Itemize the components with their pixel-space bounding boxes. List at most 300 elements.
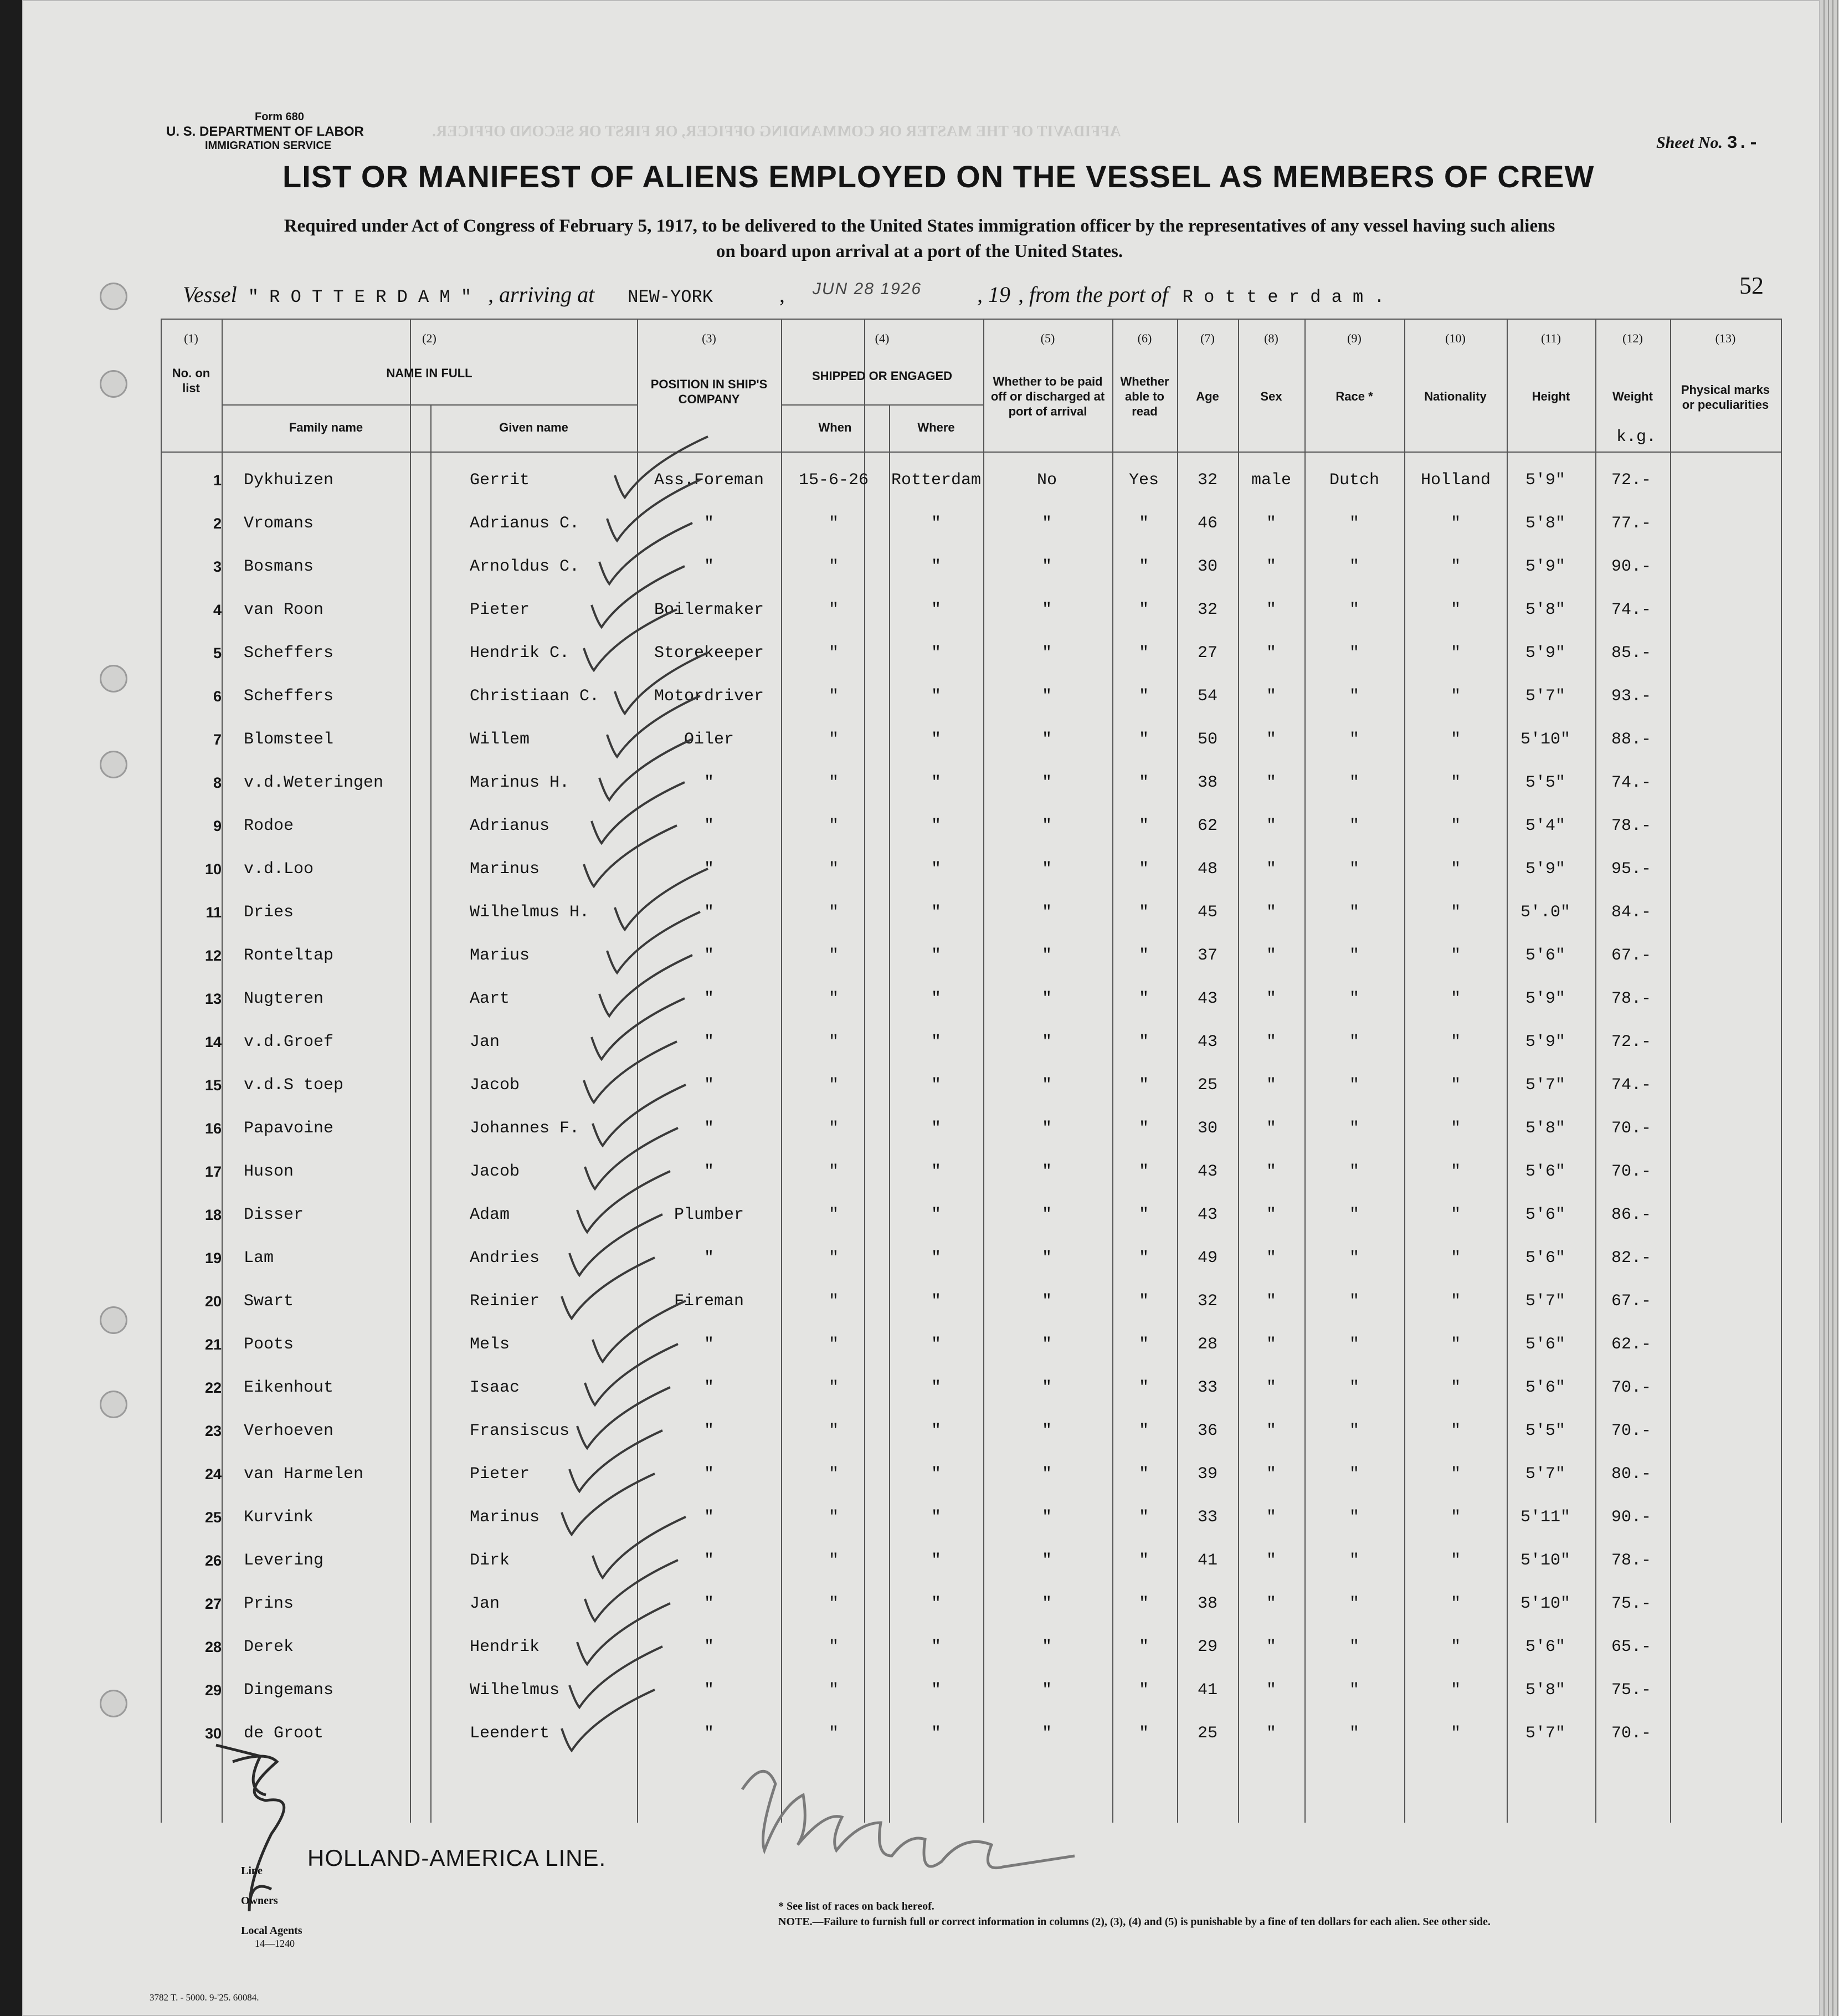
cell-age: 62: [1197, 817, 1218, 835]
cell-position: Plumber: [674, 1206, 744, 1224]
from-label: , from the port of: [1018, 282, 1168, 307]
cell-weight: 72.-: [1611, 1033, 1651, 1051]
cell-position: ": [703, 557, 714, 576]
cell-age: 30: [1197, 557, 1218, 576]
cell-position: ": [703, 1119, 714, 1138]
column-header-sex: Sex: [1260, 389, 1282, 403]
cell-sex: ": [1266, 1551, 1276, 1570]
cell-height: 5'9": [1525, 644, 1565, 663]
cell-weight: 65.-: [1611, 1638, 1651, 1656]
cell-when: ": [828, 1681, 839, 1700]
cell-read: ": [1138, 989, 1149, 1008]
row-number: 29: [204, 1682, 222, 1699]
cell-given: Aart: [470, 989, 510, 1008]
cell-height: 5'8": [1525, 1681, 1565, 1700]
column-header-read-number: (6): [1137, 331, 1152, 345]
cell-paid: ": [1041, 1681, 1052, 1700]
column-header-nationality: Nationality: [1424, 389, 1487, 403]
cell-read: ": [1138, 1594, 1149, 1613]
cell-paid: ": [1041, 817, 1052, 835]
cell-race: ": [1349, 687, 1359, 706]
department: U. S. DEPARTMENT OF LABOR: [166, 124, 364, 139]
cell-sex: ": [1266, 773, 1276, 792]
row-number: 9: [213, 818, 222, 834]
cell-family: Dingemans: [244, 1681, 334, 1700]
cell-given: Fransiscus: [470, 1422, 570, 1440]
column-header-paid-number: (5): [1040, 331, 1055, 345]
cell-where: Rotterdam: [891, 471, 982, 490]
cell-age: 32: [1197, 1292, 1218, 1311]
cell-family: Poots: [244, 1335, 294, 1354]
cell-given: Wilhelmus: [470, 1681, 560, 1700]
column-header-age: Age: [1196, 389, 1219, 403]
cell-when: ": [828, 557, 839, 576]
cell-where: ": [931, 1724, 941, 1743]
cell-given: Leendert: [470, 1724, 550, 1743]
column-subheader-family: Family name: [289, 420, 363, 434]
agents-code: 14—1240: [255, 1938, 295, 1949]
cell-where: ": [931, 1594, 941, 1613]
cell-read: ": [1138, 1508, 1149, 1527]
cell-given: Dirk: [470, 1551, 510, 1570]
cell-height: 5'7": [1525, 1292, 1565, 1311]
cell-where: ": [931, 1292, 941, 1311]
cell-family: v.d.Weteringen: [244, 773, 384, 792]
cell-nat: Holland: [1420, 471, 1491, 490]
cell-age: 45: [1197, 903, 1218, 922]
cell-family: Verhoeven: [244, 1422, 334, 1440]
cell-nat: ": [1450, 601, 1461, 619]
cell-weight: 74.-: [1611, 601, 1651, 619]
cell-family: van Harmelen: [244, 1465, 364, 1484]
cell-race: ": [1349, 946, 1359, 965]
cell-family: v.d.Loo: [244, 860, 314, 879]
cell-race: ": [1349, 1378, 1359, 1397]
cell-read: ": [1138, 1119, 1149, 1138]
cell-family: Bosmans: [244, 557, 314, 576]
cell-nat: ": [1450, 1076, 1461, 1095]
cell-nat: ": [1450, 817, 1461, 835]
cell-nat: ": [1450, 946, 1461, 965]
cell-position: ": [703, 1465, 714, 1484]
cell-sex: ": [1266, 1119, 1276, 1138]
cell-nat: ": [1450, 644, 1461, 663]
cell-paid: ": [1041, 514, 1052, 533]
cell-weight: 67.-: [1611, 946, 1651, 965]
cell-weight: 88.-: [1611, 730, 1651, 749]
cell-paid: ": [1041, 1378, 1052, 1397]
cell-nat: ": [1450, 1206, 1461, 1224]
column-header-name-number: (2): [422, 331, 436, 345]
column-header-sex-number: (8): [1264, 331, 1278, 345]
cell-paid: ": [1041, 1724, 1052, 1743]
cell-paid: ": [1041, 1033, 1052, 1051]
cell-paid: ": [1041, 1465, 1052, 1484]
arriving-label: , arriving at: [488, 282, 595, 307]
cell-read: ": [1138, 1162, 1149, 1181]
cell-read: ": [1138, 817, 1149, 835]
cell-age: 33: [1197, 1378, 1218, 1397]
cell-given: Adrianus C.: [470, 514, 580, 533]
cell-read: ": [1138, 1206, 1149, 1224]
cell-read: ": [1138, 1681, 1149, 1700]
cell-family: Scheffers: [244, 644, 334, 663]
cell-weight: 70.-: [1611, 1724, 1651, 1743]
column-header-race-number: (9): [1347, 331, 1362, 345]
cell-weight: 90.-: [1611, 1508, 1651, 1527]
cell-race: ": [1349, 773, 1359, 792]
cell-race: ": [1349, 1335, 1359, 1354]
penalty-note: NOTE.—Failure to furnish full or correct information in columns (2), (3), (4) and (5) is punishable by a fine of ten dollars for each alien. See other side.: [778, 1916, 1491, 1928]
cell-sex: ": [1266, 644, 1276, 663]
cell-paid: ": [1041, 946, 1052, 965]
cell-paid: ": [1041, 601, 1052, 619]
vessel-label: Vessel: [183, 282, 237, 307]
cell-nat: ": [1450, 1638, 1461, 1656]
cell-given: Hendrik C.: [470, 644, 570, 663]
cell-given: Marinus H.: [470, 773, 570, 792]
cell-read: ": [1138, 1292, 1149, 1311]
cell-race: ": [1349, 1249, 1359, 1268]
column-header-position-number: (3): [702, 331, 716, 345]
cell-family: van Roon: [244, 601, 324, 619]
cell-paid: ": [1041, 773, 1052, 792]
row-number: 1: [213, 472, 222, 489]
cell-weight: 75.-: [1611, 1681, 1651, 1700]
cell-height: 5'7": [1525, 1465, 1565, 1484]
cell-where: ": [931, 687, 941, 706]
cell-weight: 70.-: [1611, 1422, 1651, 1440]
cell-where: ": [931, 1335, 941, 1354]
cell-family: v.d.Groef: [244, 1033, 334, 1051]
cell-height: 5'6": [1525, 1335, 1565, 1354]
row-number: 12: [204, 947, 222, 964]
cell-nat: ": [1450, 687, 1461, 706]
cell-family: Blomsteel: [244, 730, 334, 749]
cell-paid: ": [1041, 1594, 1052, 1613]
cell-race: ": [1349, 1076, 1359, 1095]
cell-where: ": [931, 817, 941, 835]
cell-position: Ass.Foreman: [654, 471, 764, 490]
column-header-weight-number: (12): [1622, 331, 1643, 345]
cell-race: ": [1349, 601, 1359, 619]
cell-position: ": [703, 1076, 714, 1095]
cell-when: ": [828, 687, 839, 706]
cell-family: Vromans: [244, 514, 314, 533]
cell-weight: 78.-: [1611, 817, 1651, 835]
cell-age: 32: [1197, 601, 1218, 619]
cell-height: 5'6": [1525, 1249, 1565, 1268]
sheet-number: 3.-: [1727, 133, 1759, 153]
cell-when: ": [828, 1206, 839, 1224]
column-header-no-number: (1): [184, 331, 198, 345]
cell-race: ": [1349, 1724, 1359, 1743]
cell-height: 5'10": [1520, 1551, 1570, 1570]
cell-family: Eikenhout: [244, 1378, 334, 1397]
cell-age: 43: [1197, 1033, 1218, 1051]
cell-paid: ": [1041, 557, 1052, 576]
manifest-sheet: [22, 0, 1820, 2016]
signature-scrawl: [742, 1771, 1075, 1868]
row-number: 20: [204, 1293, 222, 1310]
cell-sex: ": [1266, 1508, 1276, 1527]
cell-sex: ": [1266, 1422, 1276, 1440]
cell-sex: ": [1266, 1594, 1276, 1613]
cell-given: Hendrik: [470, 1638, 540, 1656]
cell-given: Mels: [470, 1335, 510, 1354]
column-header-position: POSITION IN SHIP'S COMPANY: [650, 377, 768, 406]
owners-label: Owners: [241, 1895, 278, 1907]
cell-position: ": [703, 1422, 714, 1440]
cell-nat: ": [1450, 514, 1461, 533]
row-number: 22: [204, 1379, 222, 1396]
cell-where: ": [931, 514, 941, 533]
cell-paid: ": [1041, 1162, 1052, 1181]
cell-position: ": [703, 1249, 714, 1268]
cell-read: ": [1138, 1422, 1149, 1440]
cell-sex: ": [1266, 1638, 1276, 1656]
cell-read: ": [1138, 1076, 1149, 1095]
cell-paid: ": [1041, 687, 1052, 706]
cell-family: Ronteltap: [244, 946, 334, 965]
cell-given: Jan: [470, 1594, 500, 1613]
cell-read: ": [1138, 946, 1149, 965]
cell-weight: 86.-: [1611, 1206, 1651, 1224]
cell-height: 5'.0": [1520, 903, 1570, 922]
cell-when: ": [828, 946, 839, 965]
cell-where: ": [931, 1681, 941, 1700]
cell-family: Prins: [244, 1594, 294, 1613]
cell-age: 36: [1197, 1422, 1218, 1440]
cell-position: ": [703, 860, 714, 879]
from-port: R o t t e r d a m .: [1182, 287, 1385, 307]
cell-where: ": [931, 1076, 941, 1095]
cell-position: ": [703, 1508, 714, 1527]
cell-height: 5'10": [1520, 730, 1570, 749]
cell-given: Pieter: [470, 601, 530, 619]
column-header-marks-number: (13): [1715, 331, 1736, 345]
signature-drawing: [22, 0, 1820, 2016]
cell-race: ": [1349, 1551, 1359, 1570]
row-number: 14: [204, 1034, 222, 1050]
row-number: 13: [204, 991, 222, 1007]
cell-where: ": [931, 946, 941, 965]
cell-age: 25: [1197, 1724, 1218, 1743]
column-header-shipped: SHIPPED OR ENGAGED: [811, 369, 953, 383]
cell-paid: ": [1041, 1206, 1052, 1224]
cell-weight: 72.-: [1611, 471, 1651, 490]
cell-race: ": [1349, 1162, 1359, 1181]
cell-height: 5'5": [1525, 773, 1565, 792]
cell-family: Kurvink: [244, 1508, 314, 1527]
cell-read: ": [1138, 601, 1149, 619]
cell-read: ": [1138, 687, 1149, 706]
cell-height: 5'7": [1525, 687, 1565, 706]
cell-paid: ": [1041, 1119, 1052, 1138]
cell-family: Huson: [244, 1162, 294, 1181]
cell-age: 38: [1197, 1594, 1218, 1613]
cell-race: ": [1349, 1033, 1359, 1051]
cell-where: ": [931, 1249, 941, 1268]
cell-nat: ": [1450, 1292, 1461, 1311]
cell-given: Pieter: [470, 1465, 530, 1484]
column-header-paid: Whether to be paid off or discharged at port of arrival: [990, 375, 1105, 418]
date-stamp: JUN 28 1926: [812, 280, 922, 298]
cell-family: Levering: [244, 1551, 324, 1570]
cell-nat: ": [1450, 1335, 1461, 1354]
row-number: 19: [204, 1250, 222, 1266]
cell-weight: 78.-: [1611, 1551, 1651, 1570]
cell-age: 46: [1197, 514, 1218, 533]
cell-given: Marinus: [470, 1508, 540, 1527]
cell-given: Christiaan C.: [470, 687, 600, 706]
cell-nat: ": [1450, 989, 1461, 1008]
page-mark: 52: [1739, 272, 1764, 299]
column-header-age-number: (7): [1200, 331, 1215, 345]
cell-age: 28: [1197, 1335, 1218, 1354]
cell-paid: ": [1041, 860, 1052, 879]
cell-race: ": [1349, 1638, 1359, 1656]
row-number: 16: [204, 1120, 222, 1137]
cell-when: ": [828, 903, 839, 922]
cell-read: ": [1138, 1638, 1149, 1656]
cell-race: ": [1349, 817, 1359, 835]
row-number: 4: [213, 602, 222, 618]
cell-age: 50: [1197, 730, 1218, 749]
cell-height: 5'5": [1525, 1422, 1565, 1440]
cell-nat: ": [1450, 1508, 1461, 1527]
cell-paid: ": [1041, 1551, 1052, 1570]
cell-read: ": [1138, 1249, 1149, 1268]
cell-sex: male: [1251, 471, 1291, 490]
cell-height: 5'7": [1525, 1076, 1565, 1095]
cell-age: 43: [1197, 1162, 1218, 1181]
cell-family: Derek: [244, 1638, 294, 1656]
cell-race: ": [1349, 1292, 1359, 1311]
cell-where: ": [931, 1508, 941, 1527]
cell-sex: ": [1266, 1206, 1276, 1224]
cell-read: ": [1138, 1465, 1149, 1484]
cell-position: Boilermaker: [654, 601, 764, 619]
cell-when: 15-6-26: [798, 471, 869, 490]
cell-height: 5'6": [1525, 1378, 1565, 1397]
cell-height: 5'9": [1525, 860, 1565, 879]
cell-weight: 62.-: [1611, 1335, 1651, 1354]
row-number: 30: [204, 1725, 222, 1742]
cell-height: 5'8": [1525, 514, 1565, 533]
cell-when: ": [828, 1638, 839, 1656]
cell-where: ": [931, 1551, 941, 1570]
cell-nat: ": [1450, 1551, 1461, 1570]
cell-weight: 74.-: [1611, 1076, 1651, 1095]
cell-given: Adam: [470, 1206, 510, 1224]
cell-weight: 82.-: [1611, 1249, 1651, 1268]
cell-weight: 70.-: [1611, 1162, 1651, 1181]
cell-when: ": [828, 860, 839, 879]
column-subheader-where: Where: [917, 420, 955, 434]
cell-where: ": [931, 1206, 941, 1224]
row-number: 7: [213, 731, 222, 748]
cell-when: ": [828, 1292, 839, 1311]
cell-family: Lam: [244, 1249, 274, 1268]
cell-weight: 93.-: [1611, 687, 1651, 706]
cell-sex: ": [1266, 903, 1276, 922]
cell-position: ": [703, 1378, 714, 1397]
cell-family: Dykhuizen: [244, 471, 334, 490]
cell-given: Reinier: [470, 1292, 540, 1311]
row-number: 6: [213, 688, 222, 705]
cell-sex: ": [1266, 514, 1276, 533]
cell-paid: ": [1041, 1249, 1052, 1268]
cell-when: ": [828, 989, 839, 1008]
cell-weight: 70.-: [1611, 1119, 1651, 1138]
cell-given: Isaac: [470, 1378, 520, 1397]
weight-unit-label: k.g.: [1616, 428, 1657, 447]
cell-when: ": [828, 1162, 839, 1181]
cell-where: ": [931, 860, 941, 879]
cell-when: ": [828, 817, 839, 835]
cell-weight: 78.-: [1611, 989, 1651, 1008]
cell-height: 5'8": [1525, 1119, 1565, 1138]
cell-race: ": [1349, 903, 1359, 922]
cell-height: 5'9": [1525, 557, 1565, 576]
cell-where: ": [931, 1638, 941, 1656]
cell-read: ": [1138, 903, 1149, 922]
cell-height: 5'6": [1525, 1206, 1565, 1224]
cell-age: 43: [1197, 1206, 1218, 1224]
vessel-name: " R O T T E R D A M ": [248, 287, 472, 307]
cell-race: ": [1349, 730, 1359, 749]
cell-position: ": [703, 903, 714, 922]
cell-where: ": [931, 1033, 941, 1051]
page-title: LIST OR MANIFEST OF ALIENS EMPLOYED ON THE VESSEL AS MEMBERS OF CREW: [282, 159, 1595, 194]
row-number: 26: [204, 1552, 222, 1569]
print-code: 3782 T. - 5000. 9-'25. 60084.: [150, 1992, 259, 2003]
cell-race: ": [1349, 989, 1359, 1008]
cell-sex: ": [1266, 1162, 1276, 1181]
year-label: , 19: [977, 282, 1010, 307]
cell-paid: ": [1041, 730, 1052, 749]
cell-when: ": [828, 1465, 839, 1484]
column-header-race: Race *: [1335, 389, 1373, 403]
cell-sex: ": [1266, 1292, 1276, 1311]
cell-position: Oiler: [684, 730, 734, 749]
cell-height: 5'11": [1520, 1508, 1570, 1527]
cell-weight: 70.-: [1611, 1378, 1651, 1397]
column-header-height-number: (11): [1541, 331, 1561, 345]
cell-nat: ": [1450, 1119, 1461, 1138]
cell-read: ": [1138, 557, 1149, 576]
cell-when: ": [828, 1033, 839, 1051]
column-header-weight: Weight: [1612, 389, 1653, 403]
cell-height: 5'9": [1525, 471, 1565, 490]
cell-sex: ": [1266, 687, 1276, 706]
column-header-name: NAME IN FULL: [386, 366, 472, 380]
cell-when: ": [828, 514, 839, 533]
cell-read: Yes: [1128, 471, 1159, 490]
cell-paid: ": [1041, 1508, 1052, 1527]
cell-nat: ": [1450, 1033, 1461, 1051]
cell-when: ": [828, 1594, 839, 1613]
cell-height: 5'6": [1525, 1638, 1565, 1656]
cell-sex: ": [1266, 1465, 1276, 1484]
cell-weight: 90.-: [1611, 557, 1651, 576]
cell-paid: ": [1041, 1335, 1052, 1354]
cell-read: ": [1138, 514, 1149, 533]
row-number: 23: [204, 1423, 222, 1439]
cell-sex: ": [1266, 557, 1276, 576]
cell-family: Dries: [244, 903, 294, 922]
